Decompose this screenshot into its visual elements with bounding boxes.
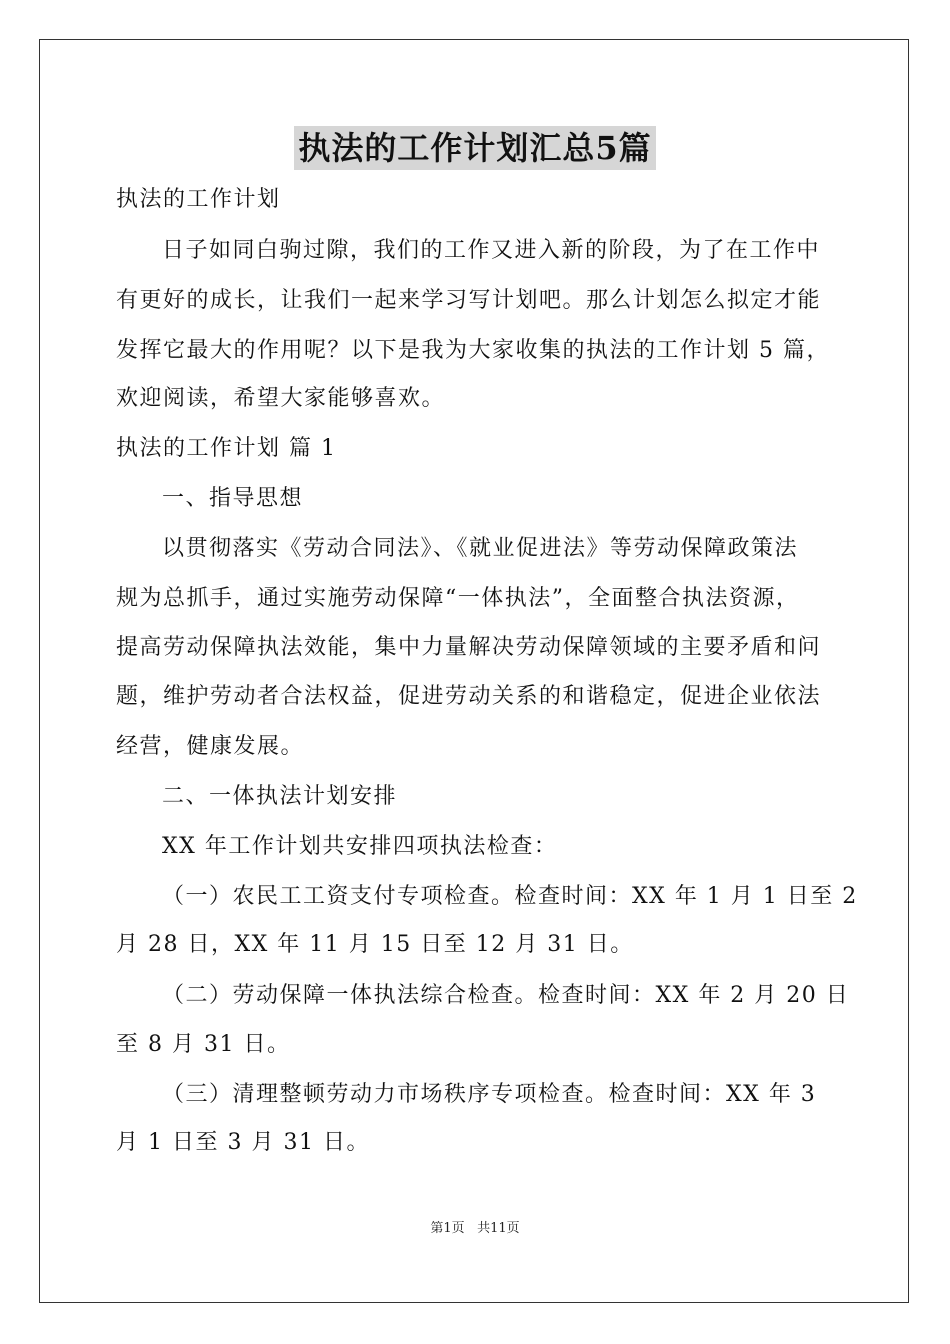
- subheading: 二、一体执法计划安排: [162, 784, 398, 809]
- paragraph-line: 规为总抓手，通过实施劳动保障“一体执法”，全面整合执法资源，: [116, 586, 800, 611]
- paragraph-line: 经营，健康发展。: [116, 734, 305, 759]
- page-total: 共11页: [477, 1221, 520, 1236]
- paragraph-line: 发挥它最大的作用呢？以下是我为大家收集的执法的工作计划 5 篇，: [116, 338, 830, 363]
- page-border: [39, 39, 909, 1303]
- subheading: 一、指导思想: [162, 486, 304, 511]
- paragraph-line: 题，维护劳动者合法权益，促进劳动关系的和谐稳定，促进企业依法: [116, 684, 822, 709]
- page-number: 第1页: [430, 1221, 465, 1236]
- list-item-line: （一）农民工工资支付专项检查。检查时间：XX 年 1 月 1 日至 2: [162, 884, 858, 909]
- list-item-line: （二）劳动保障一体执法综合检查。检查时间：XX 年 2 月 20 日: [162, 983, 850, 1008]
- paragraph-line: 提高劳动保障执法效能，集中力量解决劳动保障领域的主要矛盾和问: [116, 635, 822, 660]
- paragraph-line: 日子如同白驹过隙，我们的工作又进入新的阶段，为了在工作中: [162, 238, 821, 263]
- list-item-line: 月 1 日至 3 月 31 日。: [116, 1130, 370, 1155]
- title-container: [0, 126, 950, 170]
- list-item-line: 月 28 日，XX 年 11 月 15 日至 12 月 31 日。: [116, 932, 634, 957]
- paragraph-line: 以贯彻落实《劳动合同法》、《就业促进法》等劳动保障政策法: [162, 536, 799, 561]
- section-heading: 执法的工作计划: [116, 187, 281, 212]
- section-heading: 执法的工作计划 篇 1: [116, 436, 337, 461]
- paragraph-line: XX 年工作计划共安排四项执法检查：: [162, 834, 558, 859]
- list-item-line: （三）清理整顿劳动力市场秩序专项检查。检查时间：XX 年 3: [162, 1082, 817, 1107]
- paragraph-line: 欢迎阅读，希望大家能够喜欢。: [116, 386, 446, 411]
- list-item-line: 至 8 月 31 日。: [116, 1032, 291, 1057]
- paragraph-line: 有更好的成长，让我们一起来学习写计划吧。那么计划怎么拟定才能: [116, 288, 822, 313]
- page-footer: [0, 1220, 950, 1238]
- document-title: 执法的工作计划汇总5篇: [294, 126, 655, 170]
